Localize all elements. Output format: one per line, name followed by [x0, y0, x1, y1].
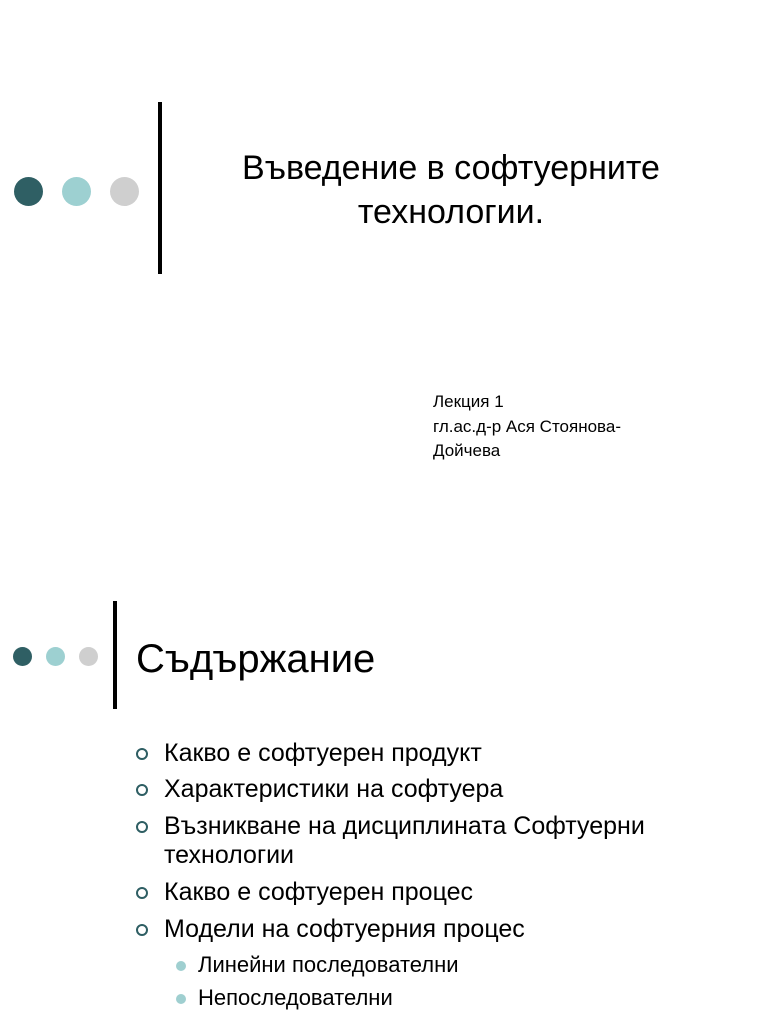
contents-list — [0, 512, 768, 1024]
title-divider-line — [158, 102, 162, 274]
lecturer-name: гл.ас.д-р Ася Стоянова- — [433, 416, 622, 436]
sub-list-item: Непоследователни — [198, 984, 698, 1012]
slide-title-line-1: Въведение в софтуерните — [242, 149, 660, 187]
decorative-dot-teal — [62, 177, 91, 206]
list-item: Възникване на дисциплината Софтуерни технологии — [164, 812, 724, 870]
list-item: Модели на софтуерния процес — [164, 915, 724, 944]
sub-list-item: Линейни последователни — [198, 951, 698, 979]
decorative-dot-gray — [110, 177, 139, 206]
lecturer-name-cont: Дойчева — [433, 441, 501, 460]
lecture-subtitle — [433, 390, 673, 464]
contents-slide — [0, 512, 768, 1024]
decorative-dot-dark — [14, 177, 43, 206]
slide-title — [180, 146, 722, 234]
lecture-number: Лекция 1 — [433, 392, 504, 411]
list-item: Характеристики на софтуера — [164, 775, 724, 804]
contents-title: Съдържание — [136, 637, 376, 681]
list-item: Какво е софтуерен процес — [164, 878, 724, 907]
list-item: Какво е софтуерен продукт — [164, 739, 724, 768]
slide-title-line-2: технологии. — [357, 193, 545, 231]
